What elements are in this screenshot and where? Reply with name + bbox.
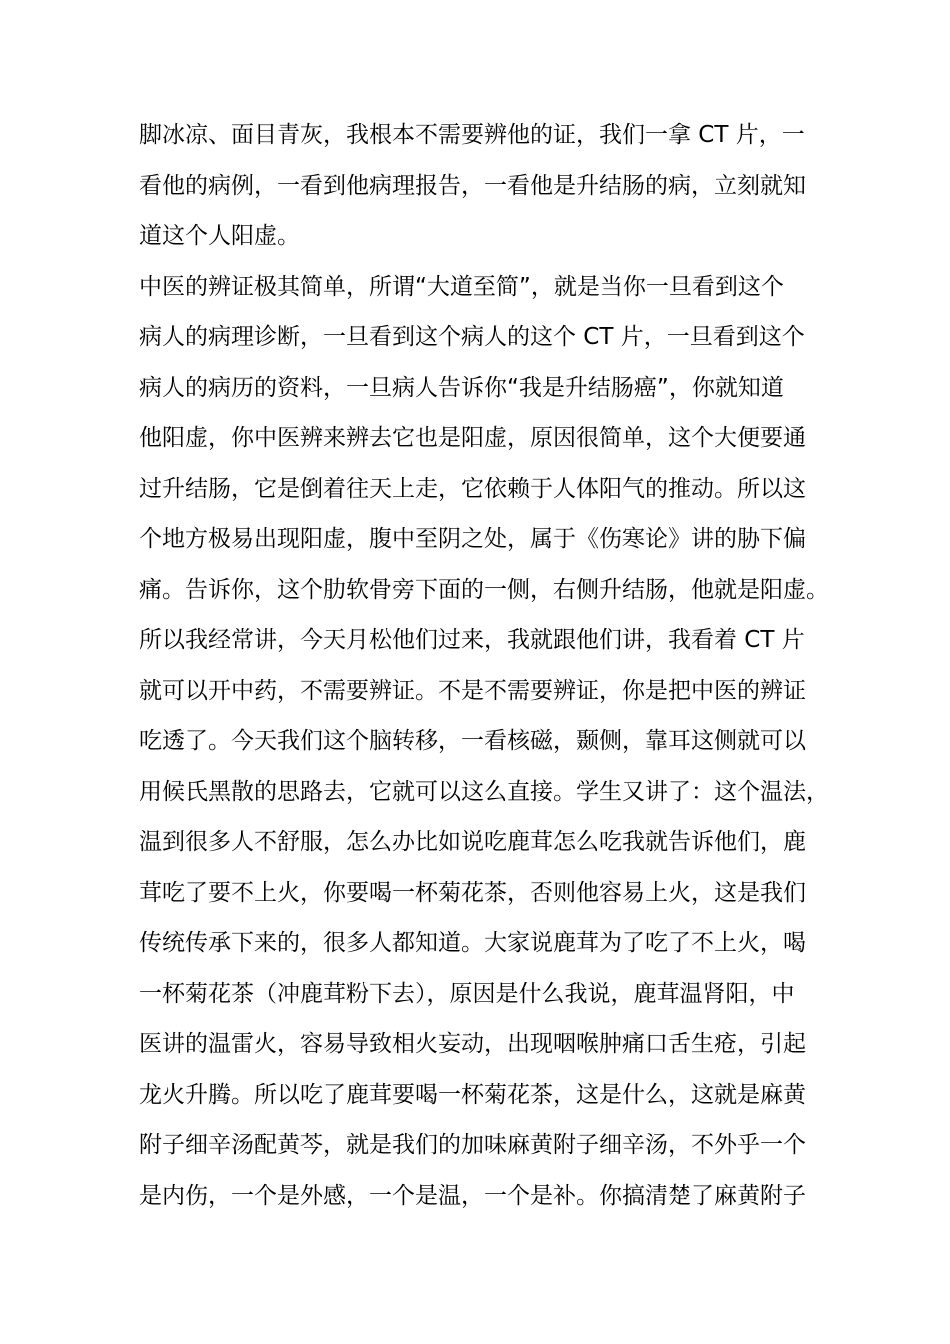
text-line: 用候氏黑散的思路去，它就可以这么直接。学生又讲了：这个温法， xyxy=(139,778,829,805)
text-line: 中医的辨证极其简单，所谓“大道至简”，就是当你一旦看到这个 xyxy=(139,273,784,300)
text-line: 是内伤，一个是外感，一个是温，一个是补。你搞清楚了麻黄附子 xyxy=(139,1182,806,1209)
text-line: 道这个人阳虚。 xyxy=(139,223,300,249)
text-line: 个地方极易出现阳虚，腹中至阴之处，属于《伤寒论》讲的胁下偏 xyxy=(139,526,806,552)
text-line: 他阳虚，你中医辨来辨去它也是阳虚，原因很简单，这个大便要通 xyxy=(139,425,806,451)
text-line: 看他的病例，一看到他病理报告，一看他是升结肠的病，立刻就知 xyxy=(139,172,806,199)
text-line: 茸吃了要不上火，你要喝一杯菊花茶，否则他容易上火，这是我们 xyxy=(139,879,806,906)
text-line: 附子细辛汤配黄芩，就是我们的加味麻黄附子细辛汤，不外乎一个 xyxy=(139,1132,806,1158)
text-line: 传统传承下来的，很多人都知道。大家说鹿茸为了吃了不上火，喝 xyxy=(139,930,806,956)
text-line: 过升结肠，它是倒着往天上走，它依赖于人体阳气的推动。所以这 xyxy=(139,475,806,502)
text-line: 医讲的温雷火，容易导致相火妄动，出现咽喉肿痛口舌生疮，引起 xyxy=(139,1031,806,1057)
text-line: 脚冰凉、面目青灰，我根本不需要辨他的证，我们一拿 CT 片，一 xyxy=(139,122,805,148)
text-line: 病人的病理诊断，一旦看到这个病人的这个 CT 片，一旦看到这个 xyxy=(139,324,805,350)
text-line: 吃透了。今天我们这个脑转移，一看核磁，颞侧，靠耳这侧就可以 xyxy=(139,728,806,754)
text-line: 一杯菊花茶（冲鹿茸粉下去），原因是什么我说，鹿茸温肾阳，中 xyxy=(139,980,795,1007)
text-line: 温到很多人不舒服，怎么办比如说吃鹿茸怎么吃我就告诉他们，鹿 xyxy=(139,829,806,855)
text-line: 痛。告诉你，这个肋软骨旁下面的一侧，右侧升结肠，他就是阳虚。 xyxy=(139,576,829,603)
body-text xyxy=(139,110,839,1221)
text-line: 就可以开中药，不需要辨证。不是不需要辨证，你是把中医的辨证 xyxy=(139,677,806,704)
text-line: 病人的病历的资料，一旦病人告诉你“我是升结肠癌”，你就知道 xyxy=(139,374,784,401)
text-line: 所以我经常讲，今天月松他们过来，我就跟他们讲，我看着 CT 片 xyxy=(139,627,805,653)
text-line: 龙火升腾。所以吃了鹿茸要喝一杯菊花茶，这是什么，这就是麻黄 xyxy=(139,1081,806,1108)
